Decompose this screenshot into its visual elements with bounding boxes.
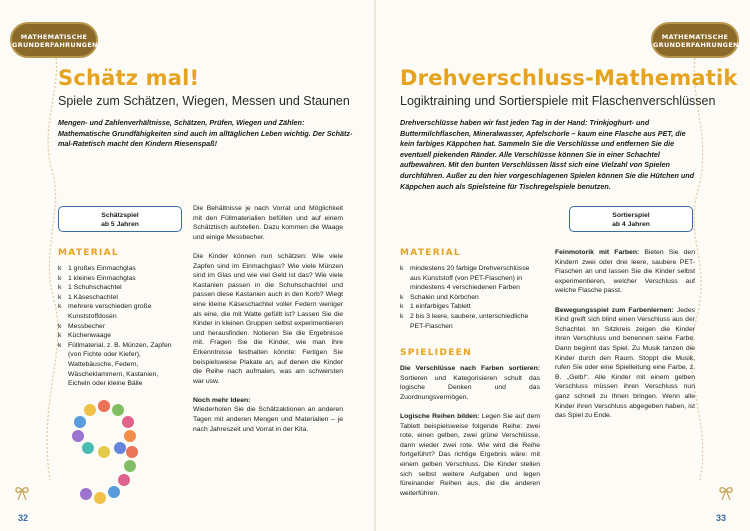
material-item: k 1 Käseschachtel bbox=[58, 293, 182, 303]
material-item: k Küchenwaage bbox=[58, 331, 182, 341]
idea-title: Die Verschlüsse nach Farben sortieren: bbox=[400, 365, 540, 372]
age-box-line-1: Sortierspiel bbox=[612, 212, 650, 219]
material-item: k mindestens 20 farbige Drehverschlüsse aus Kunststoff (von PET-Flaschen) in mindestens 4 verschiedenen Farben bbox=[400, 264, 540, 293]
material-list-left bbox=[58, 264, 182, 389]
page-subtitle-right: Logiktraining und Sortierspiele mit Flaschenverschlüssen bbox=[400, 94, 716, 108]
age-box-right bbox=[569, 206, 693, 232]
material-item: k Messbecher bbox=[58, 322, 182, 332]
age-box-line-2: ab 4 Jahren bbox=[612, 221, 650, 228]
ideas-column-2 bbox=[555, 248, 695, 430]
more-ideas-heading: Noch mehr Ideen: bbox=[193, 396, 251, 404]
idea-text: Sortieren und Kategorisieren schult das logische Denken und das Zuordnungsvermögen. bbox=[400, 374, 540, 401]
material-item: k 1 Schuhschachtel bbox=[58, 283, 182, 293]
page-subtitle-left: Spiele zum Schätzen, Wiegen, Messen und Staunen bbox=[58, 94, 350, 108]
material-list-right bbox=[400, 264, 540, 331]
idea-paragraph bbox=[555, 306, 695, 421]
page-number-left: 32 bbox=[18, 513, 29, 523]
material-item: k 1 kleines Einmachglas bbox=[58, 274, 182, 284]
bow-icon-left bbox=[16, 488, 28, 500]
ideas-column-1 bbox=[400, 364, 540, 508]
idea-text: Legen Sie auf dem Tablett beispielsweise folgende Reihe: zwei rote, einen gelben, zwei grüne Verschlüsse, dann wieder zwei rote. Wie wird die Reihe fortgeführt? Das richtige Ergebnis wäre: mit einem gelben Verschluss. Die Kinder stellen sich selbst weitere Aufgaben und legen füreinander Reihen aus, die die anderen weiterführen. bbox=[400, 412, 541, 497]
material-item: k 1 großes Einmachglas bbox=[58, 264, 182, 274]
idea-title: Bewegungsspiel zum Farbenlernen: bbox=[555, 306, 674, 314]
ideas-heading-right: SPIELIDEEN bbox=[400, 348, 472, 358]
badge-line-2: GRUNDERFAHRUNGEN bbox=[12, 41, 98, 49]
idea-text: Bieten Sie den Kindern zwei oder drei leere, saubere PET-Flaschen an und lassen Sie die Kinder selbst experimentieren, welcher Verschluss auf welche Flasche passt. bbox=[555, 249, 695, 295]
handprint-nine-illustration bbox=[62, 392, 146, 510]
idea-title: Feinmotorik mit Farben: bbox=[555, 249, 640, 256]
badge-line-1: MATHEMATISCHE bbox=[20, 33, 88, 41]
bow-icon-right bbox=[720, 488, 732, 500]
age-box-left bbox=[58, 206, 182, 232]
more-ideas-text: Wiederholen Sie die Schätzaktionen an anderen Tagen mit anderen Mengen und Materialien – je nach Jahreszeit und Vorrat in der Kita. bbox=[193, 406, 343, 433]
material-item: k 1 einfarbiges Tablett bbox=[400, 302, 540, 312]
material-item: k mehrere verschieden große Kunststoffdosen bbox=[58, 302, 182, 321]
idea-title: Logische Reihen bilden: bbox=[400, 412, 480, 420]
material-heading-right: MATERIAL bbox=[400, 248, 461, 258]
page-title-left: Schätz mal! bbox=[58, 66, 200, 90]
intro-text-right: Drehverschlüsse haben wir fast jeden Tag in der Hand: Trinkjoghurt- und Buttermilchflaschen, Mineralwasser, Apfelschorle – kaum eine Flasche aus PET, die kein farbiges Käppchen hat. Sammeln Sie die Verschlüsse und entfernen Sie die eventuell piekenden Ränder. Alle Verschlüsse können Sie in einer Schachtel aufbewahren. Mit den bunten Verschlüssen lässt sich eine Vielzahl von Spielen durchführen. Außer zu den hier vorgeschlagenen Spielen können Sie die Hütchen und Käppchen auch als Spielsteine für Tischregelspiele benutzen. bbox=[400, 118, 695, 191]
page-number-right: 33 bbox=[716, 513, 727, 523]
idea-paragraph bbox=[400, 412, 540, 498]
material-heading-left: MATERIAL bbox=[58, 248, 119, 258]
idea-paragraph bbox=[555, 248, 695, 296]
chapter-badge-right bbox=[651, 22, 739, 58]
badge-line-1: MATHEMATISCHE bbox=[661, 33, 729, 41]
material-item: k 2 bis 3 leere, saubere, unterschiedliche PET-Flaschen bbox=[400, 312, 540, 331]
text-column-left-2 bbox=[193, 204, 343, 434]
material-item: k Schalen und Körbchen bbox=[400, 293, 540, 303]
intro-text-left: Mengen- und Zahlenverhältnisse, Schätzen, Prüfen, Wiegen und Zählen: Mathematische Grundfähigkeiten sind auch im alltäglichen Leben wichtig. Der Schätz-mal-Ratetisch macht den Kindern Riesenspaß! bbox=[58, 118, 353, 149]
paragraph: Die Kinder können nun schätzen: Wie viele Zapfen sind im Einmachglas? Wie viele Münzen sind im Glas und wie viel Geld ist das? Wie viele Kastanien passen in die Schuhschachtel und passen diese Kastanien auch in den Korb? Wiegt eine kleine Käseschachtel voller Federn weniger als eine, die mit Watte gefüllt ist? Lassen Sie die Kinder in kleinen Gruppen selbst experimentieren und herausfinden. Notieren Sie die Ergebnisse mit. Fragen Sie die Kinder, wie man ihre Erkenntnisse festhalten könnte: Fertigen Sie beispielsweise Plakate an, auf denen die Kinder die Reihe nach aufmalen, was am schwersten war usw. bbox=[193, 252, 343, 385]
age-box-line-2: ab 5 Jahren bbox=[101, 221, 139, 228]
badge-line-2: GRUNDERFAHRUNGEN bbox=[653, 41, 739, 49]
paragraph: Die Behältnisse je nach Vorrat und Möglichkeit mit den Füllmaterialien befüllen und auf einem Schätztisch aufstellen. Dazu kommen die Waage und einige Messbecher. bbox=[193, 205, 343, 241]
page-title-right: Drehverschluss-Mathematik bbox=[400, 66, 738, 90]
idea-paragraph bbox=[400, 364, 540, 402]
age-box-line-1: Schätzspiel bbox=[101, 212, 139, 219]
idea-text: Jedes Kind greift sich blind einen Verschluss aus der Schachtel. Im Sitzkreis zeigen die Kinder ihren Verschluss und benennen seine Farbe. Dann beginnt das Spiel. Zu Musik tanzen die Kinder durch den Raum. Stoppt die Musik, rufen Sie oder eine Spielleitung eine Farbe, z. B. „Gelb!“. Alle Kinder mit einem gelben Verschluss müssen ihren Verschluss nun ganz schnell zu Ihnen bringen. Wenn alle Kinder ihren Verschluss abgegeben haben, ist das Spiel zu Ende. bbox=[555, 306, 696, 420]
material-item: k Füllmaterial, z. B. Münzen, Zapfen (von Fichte oder Kiefer), Wattebäusche, Federn, Wäscheklammern, Kastanien, Eicheln oder kleine Bälle bbox=[58, 341, 182, 389]
